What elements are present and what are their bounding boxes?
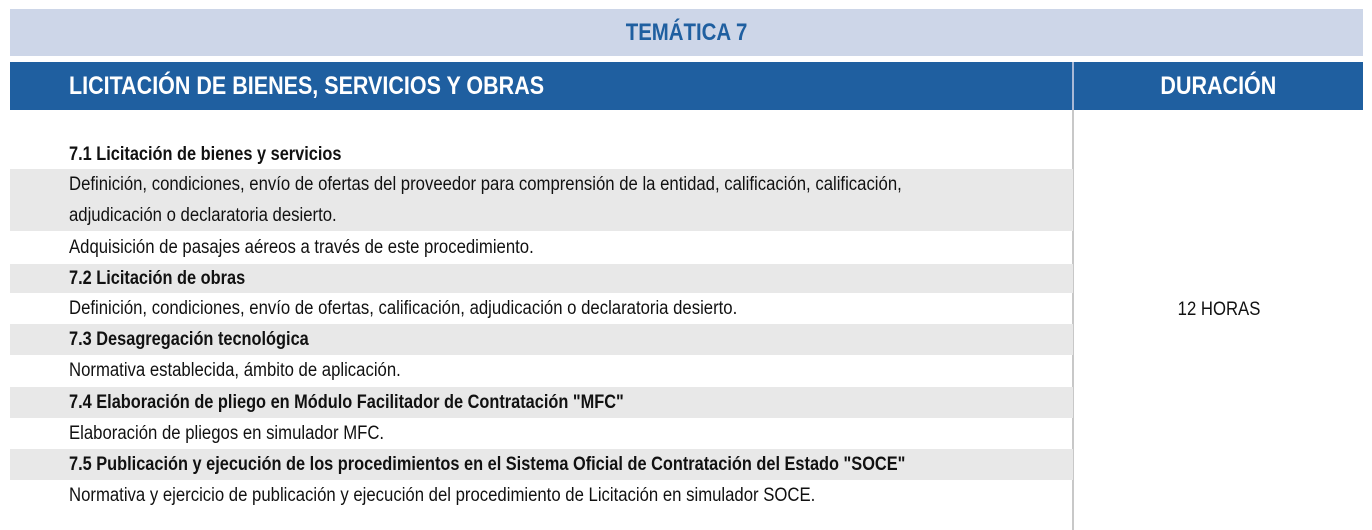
list-item	[10, 231, 1073, 264]
section-title-bar	[10, 9, 1363, 56]
list-item-text: Normativa establecida, ámbito de aplicación.	[69, 360, 401, 381]
duration-value: 12 HORAS	[1177, 299, 1260, 320]
list-item	[10, 293, 1073, 324]
table-header	[10, 62, 1363, 110]
list-item-text: Elaboración de pliegos en simulador MFC.	[69, 423, 385, 444]
list-item	[10, 169, 1073, 231]
list-item	[10, 355, 1073, 387]
list-item-text: Adquisición de pasajes aéreos a través de este procedimiento.	[69, 237, 534, 258]
section-title: TEMÁTICA 7	[625, 18, 748, 46]
duration-header	[1074, 62, 1363, 110]
section-heading-text: 7.5 Publicación y ejecución de los procedimientos en el Sistema Oficial de Contratación del Estado "SOCE"	[69, 454, 906, 475]
section-heading-text: 7.3 Desagregación tecnológica	[69, 329, 309, 350]
list-item	[10, 480, 1073, 512]
list-item-text: Normativa y ejercicio de publicación y ejecución del procedimiento de Licitación en simulador SOCE.	[69, 485, 816, 506]
topic-header: LICITACIÓN DE BIENES, SERVICIOS Y OBRAS	[69, 72, 545, 100]
section-heading	[10, 324, 1073, 355]
section-heading	[10, 264, 1073, 293]
section-heading-text: 7.4 Elaboración de pliego en Módulo Facilitador de Contratación "MFC"	[69, 392, 624, 413]
section-heading	[10, 140, 1073, 169]
section-heading	[10, 449, 1073, 480]
duration-cell	[1074, 296, 1363, 324]
list-item-text: Definición, condiciones, envío de ofertas, calificación, adjudicación o declaratoria desierto.	[69, 298, 738, 319]
list-item-text: adjudicación o declaratoria desierto.	[69, 205, 337, 226]
duration-header-label: DURACIÓN	[1160, 72, 1277, 100]
list-item	[10, 418, 1073, 449]
section-heading-text: 7.2 Licitación de obras	[69, 268, 246, 289]
list-item-text: Definición, condiciones, envío de ofertas del proveedor para comprensión de la entidad, calificación, calificación,	[69, 174, 902, 195]
section-heading	[10, 387, 1073, 418]
section-heading-text: 7.1 Licitación de bienes y servicios	[69, 144, 342, 165]
